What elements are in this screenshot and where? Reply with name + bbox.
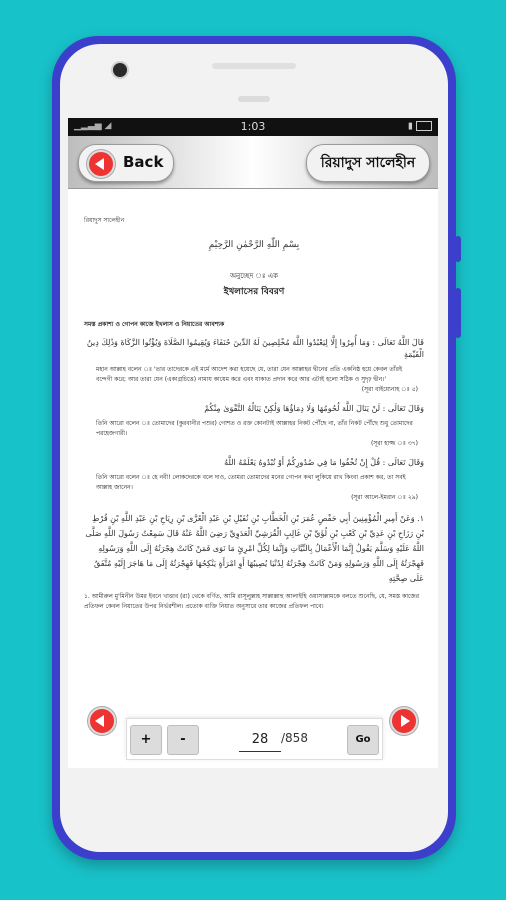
status-time: 1:03 <box>240 120 266 133</box>
volume-button <box>455 236 461 262</box>
translation-text: তিনি আরো বলেন ঃ হে নবী! লোকদেরকে বলে দাও, তোমরা তোমাদের মনের গোপন কথা লুকিয়ে রাখ কিংবা প্রকাশ কর, তা সবই আল্লাহ জানেন। <box>96 474 406 491</box>
front-camera <box>111 61 129 79</box>
back-arrow-icon <box>87 150 115 178</box>
back-button[interactable] <box>78 144 174 182</box>
zoom-in-button[interactable]: + <box>130 725 162 755</box>
signal-icon: ▁▂▃▅ ◢ <box>74 121 112 131</box>
hadith-arabic: ١. وَعَنْ أَمِيرِ الْمُؤْمِنِينَ أَبِي حَفْصٍ عُمَرَ بْنِ الْخَطَّابِ بْنِ نُفَيْلِ بْنِ عَبْدِ الْعُزَّى بْنِ رِيَاحِ بْنِ عَبْدِ اللَّهِ بْنِ قُرْطِ بْنِ رَزَاحِ بْنِ عَدِيِّ بْنِ كَعْبِ بْنِ لُؤَيِّ بْنِ غَالِبٍ الْقُرَشِيِّ الْعَدَوِيِّ رَضِيَ اللَّهُ عَنْهُ قَالَ سَمِعْتُ رَسُولَ اللَّهِ صَلَّى اللَّهُ عَلَيْهِ وَسَلَّمَ يَقُولُ إِنَّمَا الْأَعْمَالُ بِالنِّيَّاتِ وَإِنَّمَا لِكُلِّ امْرِئٍ مَا نَوَى فَمَنْ كَانَتْ هِجْرَتُهُ إِلَى اللَّهِ وَرَسُولِهِ فَهِجْرَتُهُ إِلَى اللَّهِ وَرَسُولِهِ وَمَنْ كَانَتْ هِجْرَتُهُ لِدُنْيَا يُصِيبُهَا أَوِ امْرَأَةٍ يَنْكِحُهَا فَهِجْرَتُهُ إِلَى مَا هَاجَرَ إِلَيْهِ مُتَّفَقٌ عَلَى صِحَّتِهِ <box>85 514 424 583</box>
translation-text: মহান আল্লাহ বলেন ঃ 'তার তাদেরকে এই মর্মে আদেশ করা হয়েছে যে, তারা যেন আল্লাহর দ্বীনের প্রতি একনিষ্ঠ হয়ে কেবল তাঁরই বন্দেগী করে; আর তারা যেন (একাগ্রচিত্তে) নামায কায়েম করে এবং যাকাত প্রদান করে আর এটাই হলো সঠিক ও সুদৃঢ় দ্বীন।' <box>96 366 403 383</box>
app-bar <box>68 136 438 189</box>
back-label: Back <box>123 153 164 171</box>
verse-arabic: وَقَالَ تَعَالَى : لَنْ يَنَالَ اللَّهَ لُحُومُهَا وَلَا دِمَاؤُهَا وَلَٰكِنْ يَنَالُهُ التَّقْوَىٰ مِنْكُمْ <box>204 404 424 413</box>
verse-translation <box>96 365 418 395</box>
verse-translation <box>96 473 418 503</box>
bismillah: بِسْمِ اللّٰهِ الرَّحْمٰنِ الرَّحِيْمِ <box>208 240 300 250</box>
hadith-translation: ১. আমীরুল মু'মিনীন উমর ইবনে খাত্তাব (রা) থেকে বর্ণিত, আমি রাসূলুল্লাহ সাল্লাল্লাহু আলাইহি ওয়াসাল্লামকে বলতে শুনেছি, যে, সমস্ত কাজের প্রতিফল কেবল নিয়াতের উপর নির্ভরশীল। প্রত্যেক ব্যক্তি নিয়াত অনুসারে তার কাজের প্রতিফল পাবে। <box>84 593 420 610</box>
verse-arabic: قَالَ اللَّهُ تَعَالَى : وَمَا أُمِرُوا إِلَّا لِيَعْبُدُوا اللَّهَ مُخْلِصِينَ لَهُ الدِّينَ حُنَفَاءَ وَيُقِيمُوا الصَّلَاةَ وَيُؤْتُوا الزَّكَاةَ وَذَٰلِكَ دِينُ الْقَيِّمَةِ <box>86 338 424 359</box>
section-heading: সমস্ত প্রকাশ্য ও গোপন কাজে ইখলাস ও নিয়াতের আবশ্যক <box>84 321 225 328</box>
previous-page-icon[interactable] <box>88 707 116 735</box>
chapter-title: ইখলাসের বিবরণ <box>223 287 285 297</box>
verse-reference: (সূরা আলে-ইমরান ঃ ২৯) <box>351 494 418 501</box>
status-bar <box>68 118 438 136</box>
proximity-sensor <box>238 96 270 102</box>
earpiece-speaker <box>212 63 296 69</box>
total-pages: /858 <box>281 731 308 745</box>
verse-arabic: وَقَالَ تَعَالَى : قُلْ إِنْ تُخْفُوا مَا فِي صُدُورِكُمْ أَوْ تُبْدُوهُ يَعْلَمْهُ اللَّهُ <box>224 458 424 467</box>
verse-reference: (সূরা বাইয়্যেনাহ ঃ ৫) <box>361 386 418 393</box>
go-button[interactable]: Go <box>347 725 379 755</box>
translation-text: তিনি আরো বলেন ঃ তোমাদের (কুরবানীর পশুর) গোশত ও রক্ত কোনটাই আল্লাহর নিকট পৌঁছে না, তাঁর নিকট পৌঁছে শুধু তোমাদের পরহেজগারী। <box>96 420 413 437</box>
verse-reference: (সূরা হাজ্জ ঃ ৩৭) <box>371 440 418 447</box>
chapter-number: অনুচ্ছেদ ঃ এক <box>229 272 279 280</box>
app-screen <box>68 118 438 768</box>
verse-translation <box>96 419 418 449</box>
app-title: রিয়াদুস সালেহীন <box>306 144 430 182</box>
page-header: রিয়াদুস সালেহীন <box>84 217 125 224</box>
next-page-icon[interactable] <box>390 707 418 735</box>
power-button <box>455 288 461 338</box>
page-number-input[interactable] <box>239 727 281 752</box>
battery-icon: ▮ <box>408 121 432 132</box>
book-page[interactable] <box>68 189 438 768</box>
zoom-out-button[interactable]: - <box>167 725 199 755</box>
page-navigator <box>126 718 383 760</box>
